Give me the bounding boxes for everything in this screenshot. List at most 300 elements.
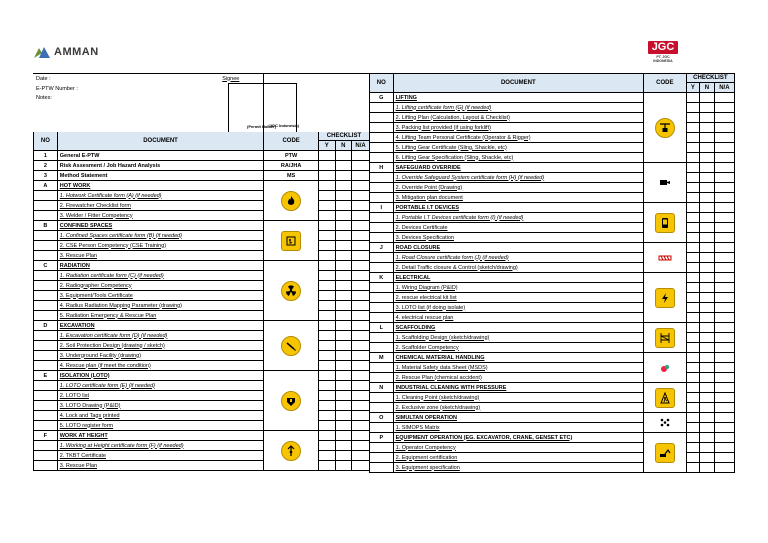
checkbox-y[interactable] (318, 271, 335, 281)
checkbox-y[interactable] (686, 343, 699, 353)
checkbox-y[interactable] (318, 361, 335, 371)
checkbox-n[interactable] (335, 261, 352, 271)
checkbox-y[interactable] (318, 441, 335, 451)
checkbox-n[interactable] (335, 401, 352, 411)
checkbox-na[interactable] (714, 173, 734, 183)
col-na: N/A (352, 141, 370, 151)
checkbox-na[interactable] (714, 273, 734, 283)
checkbox-n[interactable] (700, 313, 715, 323)
checkbox-na[interactable] (352, 441, 370, 451)
checkbox-na[interactable] (714, 403, 734, 413)
row-number (34, 201, 58, 211)
checkbox-y[interactable] (686, 153, 699, 163)
checkbox-na[interactable] (352, 311, 370, 321)
checkbox-n[interactable] (700, 393, 715, 403)
checkbox-y[interactable] (318, 321, 335, 331)
checkbox-na[interactable] (714, 233, 734, 243)
checkbox-y[interactable] (318, 331, 335, 341)
checkbox-na[interactable] (714, 183, 734, 193)
code-icon-cell (644, 93, 687, 163)
checkbox-y[interactable] (318, 431, 335, 441)
row-number (370, 393, 394, 403)
checkbox-y[interactable] (686, 273, 699, 283)
checkbox-n[interactable] (335, 431, 352, 441)
document-item: 2. rescue electrical kit list (393, 293, 643, 303)
checkbox-na[interactable] (352, 461, 370, 471)
checkbox-n[interactable] (335, 461, 352, 471)
checkbox-na[interactable] (352, 411, 370, 421)
checkbox-y[interactable] (686, 323, 699, 333)
checkbox-n[interactable] (335, 391, 352, 401)
code-icon-cell (644, 433, 687, 473)
checkbox-n[interactable] (700, 243, 715, 253)
checkbox-y[interactable] (686, 93, 699, 103)
checkbox-na[interactable] (714, 423, 734, 433)
table-row (34, 451, 370, 461)
checkbox-n[interactable] (335, 361, 352, 371)
checkbox-n[interactable] (700, 113, 715, 123)
checkbox-n[interactable] (335, 301, 352, 311)
checkbox-n[interactable] (335, 171, 352, 181)
checkbox-n[interactable] (700, 193, 715, 203)
checkbox-n[interactable] (335, 291, 352, 301)
checkbox-y[interactable] (686, 243, 699, 253)
checkbox-y[interactable] (686, 383, 699, 393)
checkbox-y[interactable] (686, 223, 699, 233)
checkbox-na[interactable] (352, 371, 370, 381)
document-item: 3. Rescue Plan (57, 251, 264, 261)
code-icon-cell (264, 221, 319, 261)
table-row (370, 353, 735, 363)
document-item: Risk Assesment / Job Hazard Analysis (57, 161, 264, 171)
table-row (34, 301, 370, 311)
col-no: NO (34, 132, 58, 151)
checkbox-y[interactable] (318, 261, 335, 271)
checkbox-na[interactable] (352, 341, 370, 351)
checkbox-n[interactable] (335, 311, 352, 321)
document-item: 2. Scaffolder Competency (393, 343, 643, 353)
col-n-right: N (700, 83, 715, 93)
document-item: 1. Material Safety data Sheet (MSDS) (393, 363, 643, 373)
row-number (370, 343, 394, 353)
row-number (34, 281, 58, 291)
checkbox-y[interactable] (686, 393, 699, 403)
checkbox-y[interactable] (686, 353, 699, 363)
checkbox-y[interactable] (318, 171, 335, 181)
checkbox-y[interactable] (686, 363, 699, 373)
checkbox-n[interactable] (700, 463, 715, 473)
checkbox-na[interactable] (352, 201, 370, 211)
checkbox-y[interactable] (686, 433, 699, 443)
checkbox-na[interactable] (714, 353, 734, 363)
checkbox-na[interactable] (714, 373, 734, 383)
checkbox-n[interactable] (700, 413, 715, 423)
table-row (34, 361, 370, 371)
checkbox-na[interactable] (714, 163, 734, 173)
checkbox-na[interactable] (714, 243, 734, 253)
checkbox-n[interactable] (700, 253, 715, 263)
checkbox-y[interactable] (686, 233, 699, 243)
checkbox-n[interactable] (700, 103, 715, 113)
row-number (34, 311, 58, 321)
checkbox-y[interactable] (686, 203, 699, 213)
checkbox-na[interactable] (352, 381, 370, 391)
checkbox-y[interactable] (318, 371, 335, 381)
it-device-icon (655, 213, 675, 233)
checkbox-na[interactable] (714, 383, 734, 393)
col-code-right: CODE (644, 74, 687, 93)
document-item: 3. Welder / Fitter Competency (57, 211, 264, 221)
amman-mark-icon (34, 46, 50, 58)
checkbox-n[interactable] (335, 341, 352, 351)
checkbox-n[interactable] (335, 191, 352, 201)
col-code: CODE (264, 132, 319, 151)
checkbox-n[interactable] (335, 151, 352, 161)
checkbox-n[interactable] (335, 421, 352, 431)
checkbox-na[interactable] (714, 283, 734, 293)
document-item: 4. Radius Radiation Mapping Parameter (drawing) (57, 301, 264, 311)
table-row (34, 421, 370, 431)
checkbox-n[interactable] (700, 323, 715, 333)
row-number (34, 421, 58, 431)
checkbox-n[interactable] (700, 353, 715, 363)
row-number (370, 113, 394, 123)
checkbox-y[interactable] (318, 181, 335, 191)
notes-field[interactable] (34, 94, 276, 132)
table-row (370, 273, 735, 283)
checkbox-n[interactable] (700, 133, 715, 143)
checkbox-na[interactable] (714, 293, 734, 303)
checkbox-na[interactable] (714, 343, 734, 353)
checkbox-n[interactable] (335, 441, 352, 451)
section-title: LIFTING (393, 93, 643, 103)
checkbox-n[interactable] (700, 163, 715, 173)
checkbox-na[interactable] (352, 151, 370, 161)
checkbox-na[interactable] (352, 361, 370, 371)
checkbox-n[interactable] (335, 211, 352, 221)
table-row (34, 311, 370, 321)
checkbox-y[interactable] (318, 391, 335, 401)
checkbox-na[interactable] (714, 143, 734, 153)
checkbox-na[interactable] (714, 323, 734, 333)
document-item: 4. Lifting Team Personal Certificate (Operator & Rigger) (393, 133, 643, 143)
checkbox-y[interactable] (318, 351, 335, 361)
checkbox-y[interactable] (686, 163, 699, 173)
checkbox-y[interactable] (318, 311, 335, 321)
table-row (34, 321, 370, 331)
isolation-icon (281, 391, 301, 411)
checkbox-n[interactable] (335, 201, 352, 211)
checkbox-y[interactable] (318, 191, 335, 201)
checkbox-na[interactable] (352, 161, 370, 171)
document-item: 1. Cleaning Point (sketch/drawing) (393, 393, 643, 403)
checkbox-y[interactable] (686, 193, 699, 203)
checkbox-n[interactable] (700, 183, 715, 193)
signature-box-jgc[interactable] (264, 94, 370, 132)
checkbox-y[interactable] (318, 221, 335, 231)
checkbox-n[interactable] (335, 161, 352, 171)
equipment-icon (655, 443, 675, 463)
checkbox-na[interactable] (352, 231, 370, 241)
section-title: WORK AT HEIGHT (57, 431, 264, 441)
checkbox-na[interactable] (352, 391, 370, 401)
checkbox-n[interactable] (700, 383, 715, 393)
checkbox-y[interactable] (686, 113, 699, 123)
row-number (370, 283, 394, 293)
document-item: 2. Radiographer Competency (57, 281, 264, 291)
row-number (370, 463, 394, 473)
checkbox-y[interactable] (686, 373, 699, 383)
checkbox-y[interactable] (686, 283, 699, 293)
document-item: 2. LOTO list (57, 391, 264, 401)
checkbox-y[interactable] (686, 183, 699, 193)
checkbox-y[interactable] (318, 461, 335, 471)
checkbox-y[interactable] (318, 421, 335, 431)
checkbox-n[interactable] (700, 303, 715, 313)
row-number (370, 313, 394, 323)
checkbox-y[interactable] (318, 231, 335, 241)
checkbox-y[interactable] (686, 123, 699, 133)
checkbox-na[interactable] (352, 451, 370, 461)
checkbox-na[interactable] (714, 223, 734, 233)
checkbox-y[interactable] (686, 313, 699, 323)
date-field[interactable] (34, 74, 264, 84)
checkbox-y[interactable] (686, 143, 699, 153)
checkbox-na[interactable] (352, 191, 370, 201)
checkbox-na[interactable] (714, 363, 734, 373)
checkbox-na[interactable] (352, 211, 370, 221)
fire-icon (281, 191, 301, 211)
checkbox-y[interactable] (318, 281, 335, 291)
left-checklist-table (33, 73, 370, 471)
checkbox-y[interactable] (686, 173, 699, 183)
checkbox-n[interactable] (700, 453, 715, 463)
electrical-icon (655, 288, 675, 308)
checkbox-na[interactable] (714, 153, 734, 163)
checkbox-na[interactable] (714, 393, 734, 403)
checkbox-n[interactable] (335, 281, 352, 291)
checkbox-na[interactable] (352, 431, 370, 441)
checkbox-na[interactable] (714, 303, 734, 313)
checkbox-y[interactable] (318, 241, 335, 251)
checkbox-y[interactable] (686, 213, 699, 223)
checkbox-na[interactable] (714, 453, 734, 463)
document-item: 2. Soil Protection Design (drawing / sketch) (57, 341, 264, 351)
checkbox-na[interactable] (352, 331, 370, 341)
checkbox-n[interactable] (700, 213, 715, 223)
checkbox-na[interactable] (352, 251, 370, 261)
section-title: ELECTRICAL (393, 273, 643, 283)
checkbox-n[interactable] (335, 321, 352, 331)
checkbox-na[interactable] (714, 113, 734, 123)
document-item: 1. Confined Spaces certificate form (B) (if needed) (57, 231, 264, 241)
checkbox-y[interactable] (686, 303, 699, 313)
checkbox-y[interactable] (318, 381, 335, 391)
checkbox-n[interactable] (335, 371, 352, 381)
row-number: C (34, 261, 58, 271)
lifting-icon (655, 118, 675, 138)
document-item: 2. Devices Certificate (393, 223, 643, 233)
checkbox-na[interactable] (352, 261, 370, 271)
checkbox-n[interactable] (335, 231, 352, 241)
confined-space-icon (281, 231, 301, 251)
checkbox-n[interactable] (335, 241, 352, 251)
checkbox-y[interactable] (686, 423, 699, 433)
document-item: 2. Detail Traffic closure & Control (sketch/drawing) (393, 263, 643, 273)
checkbox-n[interactable] (700, 173, 715, 183)
checkbox-y[interactable] (318, 341, 335, 351)
code-icon-cell (644, 203, 687, 243)
checkbox-y[interactable] (318, 161, 335, 171)
checkbox-y[interactable] (686, 333, 699, 343)
col-y: Y (318, 141, 335, 151)
checkbox-n[interactable] (700, 153, 715, 163)
code-icon-cell (644, 273, 687, 323)
checkbox-na[interactable] (714, 433, 734, 443)
checkbox-na[interactable] (714, 93, 734, 103)
checkbox-n[interactable] (700, 363, 715, 373)
checkbox-y[interactable] (686, 463, 699, 473)
checkbox-y[interactable] (318, 151, 335, 161)
checkbox-n[interactable] (335, 451, 352, 461)
row-number (370, 253, 394, 263)
checkbox-na[interactable] (352, 171, 370, 181)
checkbox-na[interactable] (714, 263, 734, 273)
checkbox-n[interactable] (700, 143, 715, 153)
document-code: RA/JHA (264, 161, 319, 171)
checkbox-na[interactable] (352, 271, 370, 281)
checkbox-y[interactable] (318, 401, 335, 411)
checkbox-n[interactable] (700, 123, 715, 133)
checkbox-n[interactable] (700, 293, 715, 303)
row-number (34, 211, 58, 221)
row-number (34, 401, 58, 411)
row-number (34, 301, 58, 311)
checkbox-na[interactable] (714, 123, 734, 133)
checkbox-y[interactable] (686, 253, 699, 263)
checkbox-na[interactable] (714, 313, 734, 323)
checkbox-n[interactable] (700, 403, 715, 413)
table-row (34, 291, 370, 301)
checkbox-na[interactable] (352, 221, 370, 231)
row-number (370, 333, 394, 343)
document-item: 1. SIMOPS Matrix (393, 423, 643, 433)
checkbox-y[interactable] (318, 201, 335, 211)
checkbox-na[interactable] (714, 253, 734, 263)
checkbox-na[interactable] (714, 213, 734, 223)
checkbox-n[interactable] (335, 381, 352, 391)
checkbox-y[interactable] (318, 251, 335, 261)
checkbox-n[interactable] (700, 233, 715, 243)
checkbox-na[interactable] (352, 421, 370, 431)
row-number (34, 271, 58, 281)
checkbox-n[interactable] (700, 93, 715, 103)
checkbox-n[interactable] (700, 283, 715, 293)
checkbox-n[interactable] (335, 181, 352, 191)
checkbox-y[interactable] (686, 133, 699, 143)
checkbox-na[interactable] (714, 133, 734, 143)
section-title: SCAFFOLDING (393, 323, 643, 333)
table-row (34, 441, 370, 451)
checkbox-n[interactable] (700, 263, 715, 273)
checkbox-y[interactable] (686, 453, 699, 463)
checkbox-y[interactable] (686, 413, 699, 423)
row-number (370, 153, 394, 163)
table-row (34, 201, 370, 211)
row-number: D (34, 321, 58, 331)
checkbox-na[interactable] (352, 281, 370, 291)
checkbox-y[interactable] (686, 293, 699, 303)
checkbox-na[interactable] (714, 203, 734, 213)
checkbox-y[interactable] (318, 411, 335, 421)
checkbox-y[interactable] (318, 291, 335, 301)
checkbox-na[interactable] (352, 321, 370, 331)
row-number (370, 133, 394, 143)
road-closure-icon (656, 249, 674, 267)
checkbox-na[interactable] (352, 351, 370, 361)
checkbox-na[interactable] (352, 301, 370, 311)
checkbox-n[interactable] (335, 271, 352, 281)
table-row (34, 161, 370, 171)
checkbox-y[interactable] (318, 451, 335, 461)
checkbox-na[interactable] (352, 291, 370, 301)
checkbox-n[interactable] (700, 203, 715, 213)
checkbox-n[interactable] (700, 343, 715, 353)
checkbox-na[interactable] (352, 181, 370, 191)
checkbox-n[interactable] (700, 273, 715, 283)
checkbox-n[interactable] (335, 251, 352, 261)
checkbox-na[interactable] (714, 443, 734, 453)
checkbox-n[interactable] (335, 351, 352, 361)
checkbox-y[interactable] (686, 103, 699, 113)
checkbox-n[interactable] (700, 423, 715, 433)
document-item: 1. Road Closure certificate form (J) (if needed) (393, 253, 643, 263)
code-icon-cell (264, 261, 319, 321)
checkbox-na[interactable] (714, 103, 734, 113)
checkbox-n[interactable] (335, 411, 352, 421)
document-item: 2. Lifting Plan (Calculation, Layout & Checklist) (393, 113, 643, 123)
document-item: 3. Equipment/Tools Certificate (57, 291, 264, 301)
checkbox-y[interactable] (686, 403, 699, 413)
checkbox-na[interactable] (714, 333, 734, 343)
checkbox-n[interactable] (700, 223, 715, 233)
checkbox-na[interactable] (714, 413, 734, 423)
checkbox-n[interactable] (700, 333, 715, 343)
checkbox-y[interactable] (318, 301, 335, 311)
section-title: HOT WORK (57, 181, 264, 191)
checkbox-n[interactable] (335, 221, 352, 231)
checkbox-y[interactable] (686, 263, 699, 273)
table-row (34, 391, 370, 401)
document-item: 2. CSE Person Competency (CSE Training) (57, 241, 264, 251)
checkbox-y[interactable] (318, 211, 335, 221)
col-na-right: N/A (714, 83, 734, 93)
table-row (370, 433, 735, 443)
checkbox-n[interactable] (700, 443, 715, 453)
row-number (370, 293, 394, 303)
checkbox-na[interactable] (352, 241, 370, 251)
checkbox-y[interactable] (686, 443, 699, 453)
col-checklist: CHECKLIST (318, 132, 369, 141)
checkbox-n[interactable] (700, 433, 715, 443)
checkbox-na[interactable] (352, 401, 370, 411)
row-number (370, 193, 394, 203)
amman-logo-text: AMMAN (54, 46, 99, 58)
checkbox-na[interactable] (714, 463, 734, 473)
checkbox-n[interactable] (700, 373, 715, 383)
checkbox-n[interactable] (335, 331, 352, 341)
checkbox-na[interactable] (714, 193, 734, 203)
